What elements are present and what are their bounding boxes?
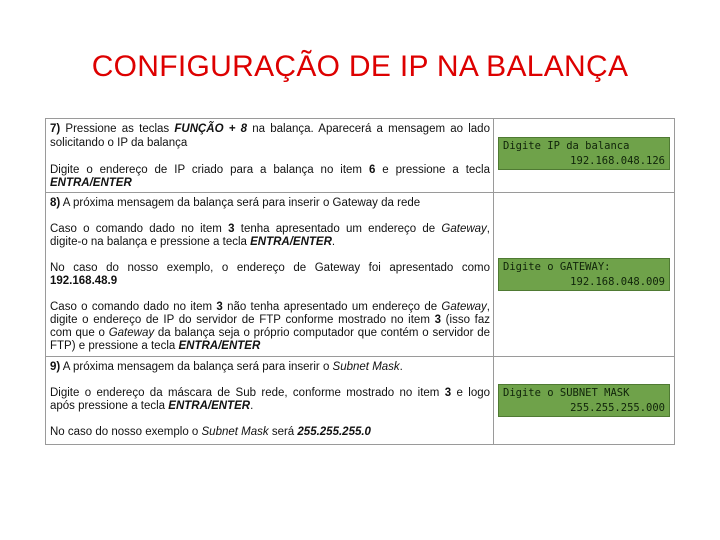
text-run: FTP) e pressione a tecla (50, 340, 179, 352)
key-name: ENTRA/ENTER (178, 340, 261, 352)
text-run: após pressione a tecla (50, 400, 169, 412)
step8-line9 (50, 340, 490, 353)
lcd-display-ip (498, 137, 670, 170)
lcd-display-subnet (498, 384, 670, 417)
text-run: na balança. Aparecerá a mensagem ao lado (247, 123, 490, 135)
step8-line3 (50, 236, 490, 249)
text-run: e pressione a tecla (375, 164, 490, 176)
key-name: ENTRA/ENTER (250, 236, 332, 248)
item-number: 3 (434, 314, 441, 326)
item-number: 3 (228, 223, 235, 235)
lcd-display-gateway (498, 258, 670, 291)
text-run: Pressione as teclas (60, 123, 175, 135)
lcd-line2: 192.168.048.126 (570, 155, 665, 167)
text-run: Caso o comando dado no item (50, 301, 217, 313)
step7-line2: solicitando o IP da balança (50, 137, 188, 149)
lcd-line2: 192.168.048.009 (570, 276, 665, 288)
instruction-table (45, 118, 675, 445)
item-number: 6 (368, 164, 376, 176)
step9-line1 (50, 361, 490, 374)
text-run: da balança seja o próprio computador que contém o servidor de (154, 327, 490, 339)
text-run: Gateway (441, 301, 487, 313)
step7-line4: ENTRA/ENTER (50, 177, 132, 189)
lcd-line1: Digite IP da balanca (503, 140, 630, 152)
page-title: CONFIGURAÇÃO DE IP NA BALANÇA (91, 50, 629, 83)
text-run: digite o endereço de IP do servidor de FTP conforme mostrado no item (50, 314, 435, 326)
step7-line1 (50, 123, 490, 136)
step8-line1 (50, 197, 490, 210)
text-run: não tenha apresentado um endereço de (222, 301, 442, 313)
text-run: e logo (451, 387, 491, 399)
step8-line2 (50, 223, 490, 236)
text-run: Subnet Mask (332, 361, 400, 373)
text-run: . (399, 361, 403, 373)
instructions-column (46, 119, 494, 444)
text-run: , (486, 223, 490, 235)
step-number: 9) (50, 361, 61, 373)
text-run: , (486, 301, 490, 313)
lcd-line1: Digite o GATEWAY: (503, 261, 611, 273)
text-run: Gateway (441, 223, 487, 235)
step8-line6 (50, 301, 490, 314)
text-run: digite-o na balança e pressione a tecla (50, 236, 251, 248)
step8-line4: No caso do nosso exemplo, o endereço de Gateway foi apresentado como (50, 262, 490, 274)
text-run: A próxima mensagem da balança será para inserir o Gateway da rede (60, 197, 421, 209)
step9-line4 (50, 426, 490, 439)
text-run: Gateway (108, 327, 155, 339)
step9-line2 (50, 387, 490, 400)
step8-line7 (50, 314, 490, 327)
item-number: 3 (444, 387, 452, 399)
display-column (494, 119, 674, 444)
lcd-line2: 255.255.255.000 (570, 402, 665, 414)
key-name: FUNÇÃO + 8 (174, 123, 248, 135)
step-number: 8) (50, 197, 61, 209)
text-run: (isso faz (441, 314, 490, 326)
text-run: . (250, 400, 254, 412)
step-number: 7) (50, 123, 61, 135)
text-run: será (268, 426, 298, 438)
item-number: 3 (216, 301, 223, 313)
step9-line3 (50, 400, 490, 413)
text-run: Digite o endereço de IP criado para a balança no item (50, 164, 369, 176)
step7-line3 (50, 164, 490, 177)
step8-line5: 192.168.48.9 (50, 275, 118, 287)
step8-line8 (50, 327, 490, 340)
text-run: tenha apresentado um endereço de (234, 223, 442, 235)
text-run: . (331, 236, 336, 248)
text-run: Digite o endereço da máscara de Sub rede, conforme mostrado no item (50, 387, 445, 399)
subnet-value: 255.255.255.0 (297, 426, 371, 438)
lcd-line1: Digite o SUBNET MASK (503, 387, 630, 399)
text-run: Caso o comando dado no item (50, 223, 229, 235)
key-name: ENTRA/ENTER (168, 400, 251, 412)
text-run: No caso do nosso exemplo o (50, 426, 202, 438)
text-run: Subnet Mask (201, 426, 269, 438)
text-run: com que o (50, 327, 109, 339)
text-run: A próxima mensagem da balança será para inserir o (60, 361, 333, 373)
